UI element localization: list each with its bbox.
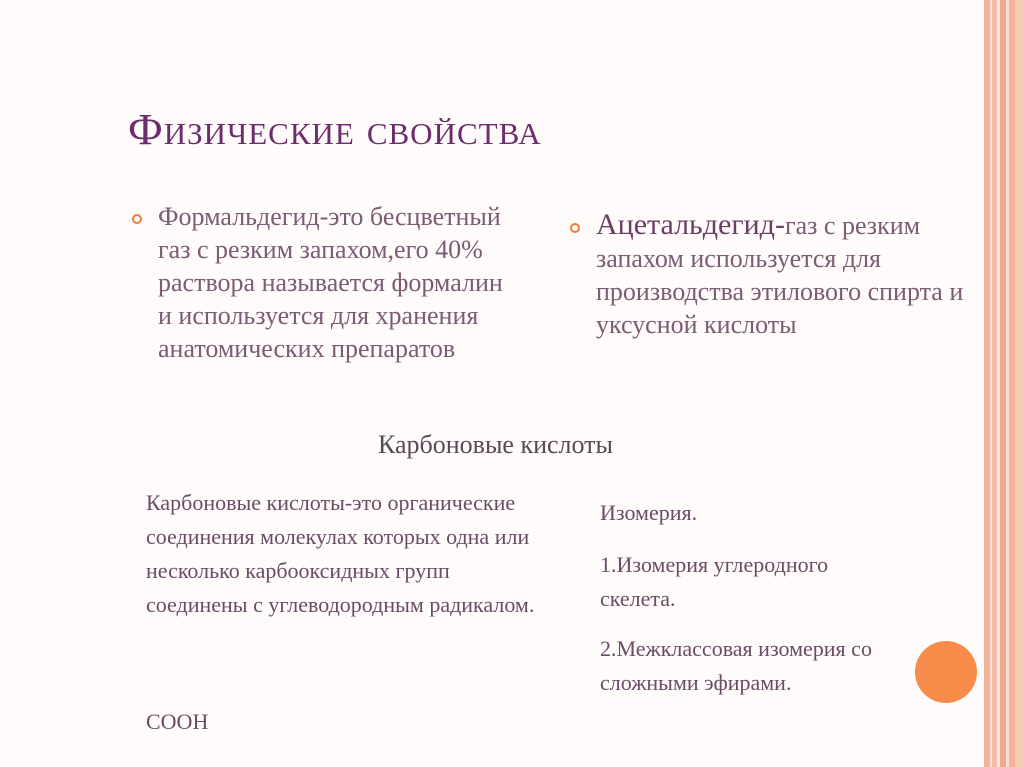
isomerism-item-1: 1.Изомерия углеродного скелета. — [600, 552, 829, 611]
left-bullet — [128, 200, 518, 365]
bullet-marker-icon — [570, 223, 580, 233]
decorative-stripes — [984, 0, 1024, 767]
right-bullet-strong: Ацетальдегид- — [596, 208, 785, 241]
isomerism-title: Изомерия. — [600, 500, 698, 525]
formula-text: COOH — [146, 709, 209, 734]
bullet-marker-icon — [132, 214, 142, 224]
right-bullet-text — [596, 208, 966, 341]
right-bullet-rest: газ с резким запахом используется для производства этилового спирта и уксусной кислоты — [596, 211, 964, 339]
decorative-circle — [915, 641, 977, 703]
left-bullet-text: Формальдегид-это бесцветный газ с резким запахом,его 40% раствора называется формалин и используется для хранения анатомических препаратов — [158, 202, 503, 363]
section-subtitle: Карбоновые кислоты — [378, 430, 614, 459]
isomerism-item-2: 2.Межклассовая изомерия со сложными эфирами. — [600, 636, 872, 695]
definition-text: Карбоновые кислоты-это органические соединения молекулах которых одна или несколько карбооксидных групп соединены с углеводородным радикалом. — [146, 490, 535, 617]
right-bullet — [566, 208, 966, 341]
slide-title: Физические свойства — [128, 105, 542, 154]
